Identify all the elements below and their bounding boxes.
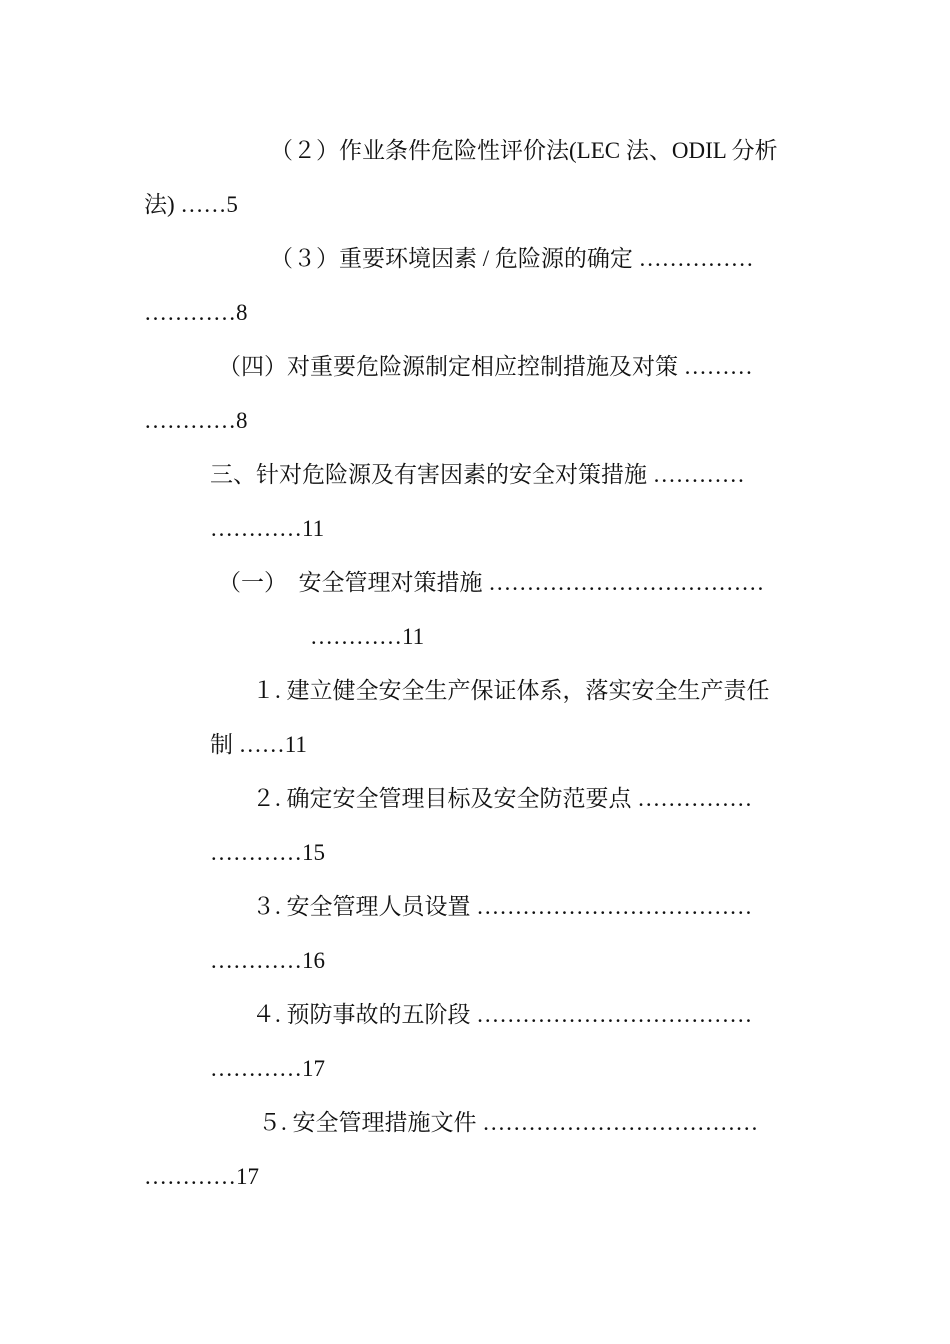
toc-entry-four-line2[interactable]: …………8 (144, 408, 248, 433)
toc-subsection-one-line1[interactable]: （一） 安全管理对策措施 ……………………………… (218, 570, 765, 595)
toc-entry-four-line1[interactable]: （四）对重要危险源制定相应控制措施及对策 ……… (218, 354, 753, 379)
toc-item-2-line1[interactable]: ２. 确定安全管理目标及安全防范要点 …………… (252, 786, 753, 811)
toc-item-5-line1[interactable]: ５. 安全管理措施文件 ……………………………… (258, 1110, 759, 1135)
toc-entry-3-line2[interactable]: …………8 (144, 300, 248, 325)
toc-entry-2-line2[interactable]: 法) ……5 (144, 192, 238, 217)
toc-item-4-line1[interactable]: ４. 预防事故的五阶段 ……………………………… (252, 1002, 753, 1027)
toc-entry-3-line1[interactable]: （３）重要环境因素 / 危险源的确定 …………… (270, 246, 754, 271)
toc-section-three-line1[interactable]: 三、针对危险源及有害因素的安全对策措施 ………… (210, 462, 745, 487)
toc-item-5-line2[interactable]: …………17 (144, 1164, 259, 1189)
toc-subsection-one-line2[interactable]: …………11 (310, 624, 425, 649)
toc-section-three-line2[interactable]: …………11 (210, 516, 325, 541)
toc-item-4-line2[interactable]: …………17 (210, 1056, 325, 1081)
toc-item-3-line2[interactable]: …………16 (210, 948, 325, 973)
toc-item-3-line1[interactable]: ３. 安全管理人员设置 ……………………………… (252, 894, 753, 919)
toc-item-1-line2[interactable]: 制 ……11 (210, 732, 307, 757)
toc-item-1-line1[interactable]: １. 建立健全安全生产保证体系，落实安全生产责任 (252, 678, 770, 703)
toc-entry-2-line1[interactable]: （２）作业条件危险性评价法(LEC 法、ODIL 分析 (270, 138, 778, 163)
toc-item-2-line2[interactable]: …………15 (210, 840, 325, 865)
